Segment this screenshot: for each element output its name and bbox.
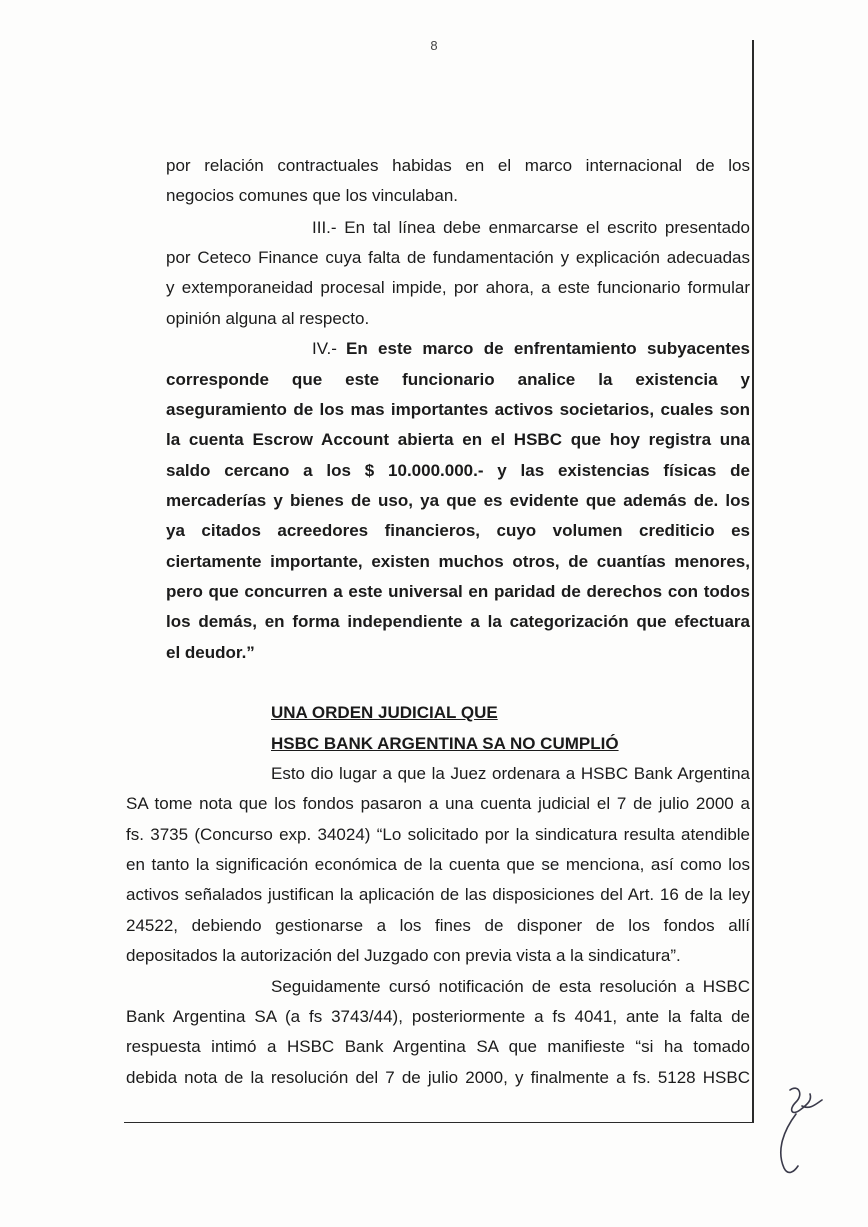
text-line: depositados la autorización del Juzgado con previa vista a la sindicatura”. [126, 946, 681, 965]
text-line: el deudor.” [166, 643, 255, 662]
text-line: negocios comunes que los vinculaban. [166, 186, 459, 205]
text-line: por relación contractuales habidas en el marco internacional de los [166, 156, 750, 175]
text-line: saldo cercano a los $ 10.000.000.- y las existencias físicas de [166, 461, 750, 480]
text-line: por Ceteco Finance cuya falta de fundamentación y explicación adecuadas [166, 248, 750, 267]
bottom-rule [124, 1122, 754, 1123]
text-line: 24522, debiendo gestionarse a los fines de disponer de los fondos allí [126, 916, 750, 935]
text-line: ya citados acreedores financieros, cuyo volumen crediticio es [166, 521, 750, 540]
text-line: activos señalados justifican la aplicación de las disposiciones del Art. 16 de la ley [126, 885, 750, 904]
section-heading: UNA ORDEN JUDICIAL QUE [271, 703, 498, 722]
text-line: Seguidamente cursó notificación de esta resolución a HSBC [271, 977, 750, 996]
text-line: opinión alguna al respecto. [166, 309, 370, 328]
section-marker: IV.- [312, 339, 337, 358]
text-line: Bank Argentina SA (a fs 3743/44), posteriormente a fs 4041, ante la falta de [126, 1007, 750, 1026]
right-margin-rule [752, 40, 754, 1123]
text-line: la cuenta Escrow Account abierta en el HSBC que hoy registra una [166, 430, 750, 449]
text-line: corresponde que este funcionario analice la existencia y [166, 370, 750, 389]
text-line: en tanto la significación económica de la cuenta que se menciona, así como los [126, 855, 750, 874]
text-line: III.- En tal línea debe enmarcarse el escrito presentado [312, 218, 750, 237]
text-line: fs. 3735 (Concurso exp. 34024) “Lo solicitado por la sindicatura resulta atendible [126, 825, 750, 844]
text-line: respuesta intimó a HSBC Bank Argentina SA que manifieste “si ha tomado [126, 1037, 750, 1056]
text-line: SA tome nota que los fondos pasaron a una cuenta judicial el 7 de julio 2000 a [126, 794, 750, 813]
text-line: En este marco de enfrentamiento subyacentes [346, 339, 750, 358]
text-line: Esto dio lugar a que la Juez ordenara a HSBC Bank Argentina [271, 764, 750, 783]
text-line: debida nota de la resolución del 7 de julio 2000, y finalmente a fs. 5128 HSBC [126, 1068, 750, 1087]
page-number: 8 [430, 38, 438, 53]
section-heading: HSBC BANK ARGENTINA SA NO CUMPLIÓ [271, 734, 619, 753]
text-line: mercaderías y bienes de uso, ya que es evidente que además de. los [166, 491, 750, 510]
text-line: ciertamente importante, existen muchos otros, de cuantías menores, [166, 552, 750, 571]
text-line: aseguramiento de los mas importantes activos societarios, cuales son [166, 400, 750, 419]
text-line: pero que concurren a este universal en paridad de derechos con todos [166, 582, 750, 601]
text-line: los demás, en forma independiente a la categorización que efectuara [166, 612, 750, 631]
text-line: y extemporaneidad procesal impide, por ahora, a este funcionario formular [166, 278, 750, 297]
handwritten-signature [770, 1080, 830, 1180]
